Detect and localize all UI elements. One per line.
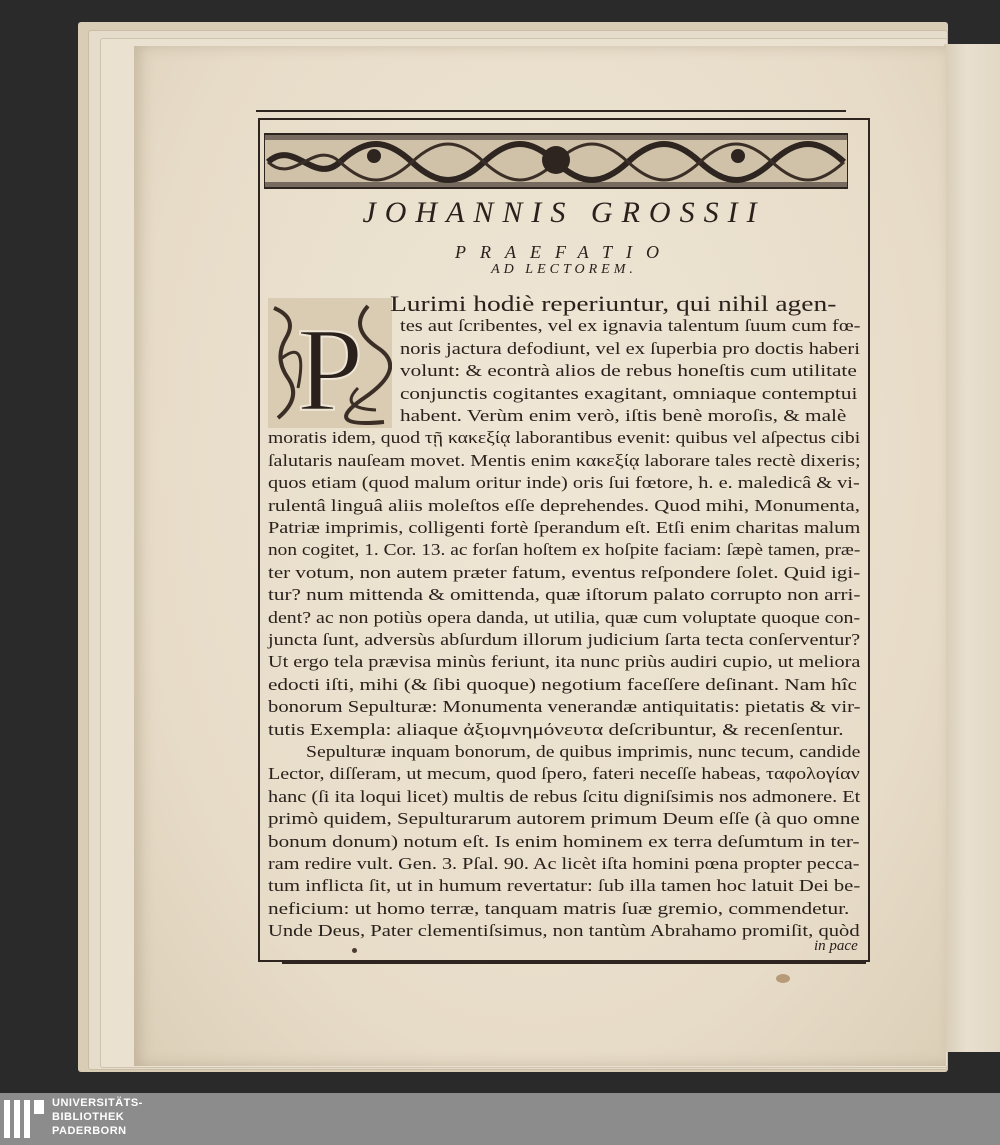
library-name-line: UNIVERSITÄTS-	[52, 1097, 143, 1109]
text-line: dent? ac non potiùs opera danda, ut utilia, quæ cum voluptate quoque con-	[268, 607, 861, 627]
text-line: non cogitet, 1. Cor. 13. ac forſan hoſtem ex hoſpite faciam: ſæpè tamen, præ-	[268, 540, 861, 560]
stain	[352, 948, 357, 953]
library-name	[52, 1096, 143, 1138]
text-line: tur? num mittenda & omittenda, quæ iſtorum palato corrupto non arri-	[268, 585, 861, 605]
library-name-line: BIBLIOTHEK	[52, 1111, 125, 1123]
library-logo-icon	[2, 1096, 48, 1142]
catchword: in pace	[814, 938, 858, 954]
headpiece-ornament	[264, 132, 848, 190]
text-line: volunt: & econtrà alios de rebus honeſtis cum utilitate	[400, 361, 857, 381]
text-line: ter votum, non autem præter fatum, eventus reſpondere ſolet. Quid igi-	[268, 562, 861, 582]
text-line: Ut ergo tela prævisa minùs feriunt, ita nunc priùs audiri cupio, ut meliora	[268, 652, 861, 672]
text-line: Lurimi hodiè reperiuntur, qui nihil agen-	[390, 291, 837, 316]
text-line: moratis idem, quod τῇ κακεξίᾳ laborantibus evenit: quibus vel aſpectus cibi	[268, 428, 861, 448]
top-rule	[256, 110, 846, 112]
heading-title: JOHANNIS GROSSII	[362, 196, 766, 229]
text-line: bonum donum) notum eſt. Is enim hominem ex terra deſumtum in ter-	[268, 831, 860, 851]
text-line: Sepulturæ inquam bonorum, de quibus imprimis, nunc tecum, candide	[306, 742, 861, 761]
text-line: Unde Deus, Pater clementiſsimus, non tantùm Abrahamo promiſit, quòd	[268, 921, 860, 941]
heading-dedication: AD LECTOREM.	[491, 262, 637, 277]
text-line: tes aut ſcribentes, vel ex ignavia talentum ſuum cum fœ-	[400, 316, 861, 336]
stain	[776, 974, 790, 983]
text-line: tutis Exempla: aliaque ἀξιομνημόνευτα deſcribuntur, & recenſentur.	[268, 719, 844, 739]
text-line: habent. Verùm enim verò, iſtis benè moroſis, & malè	[400, 406, 847, 425]
footer-bar	[0, 1093, 1000, 1145]
text-line: noris jactura defodiunt, vel ex ſuperbia pro doctis haberi	[400, 338, 860, 358]
text-line: ſalutaris nauſeam movet. Mentis enim κακεξίᾳ laborare tales rectè dixeris;	[268, 450, 861, 470]
text-line: juncta ſunt, adversùs abſurdum illorum judicium ſarta tecta conſerventur?	[268, 630, 861, 649]
text-line: Patriæ imprimis, colligenti fortè ſperandum eſt. Etſi enim charitas malum	[268, 518, 861, 537]
text-line: bonorum Sepulturæ: Monumenta venerandæ antiquitatis: pietatis & vir-	[268, 697, 861, 717]
text-line: neficium: ut homo terræ, tanquam matris ſuæ gremio, commendetur.	[268, 898, 850, 918]
text-line: quos etiam (quod malum oritur inde) oris ſui fœtore, h. e. maledicâ & vi-	[268, 473, 860, 493]
text-line: Lector, diſſeram, ut mecum, quod ſpero, fateri neceſſe habeas, ταφολογίαν	[268, 764, 860, 784]
text-line: primò quidem, Sepulturarum autorem primum Deum eſſe (à quo omne	[268, 809, 860, 829]
text-line: hanc (ſi ita loqui licet) multis de rebus ſcitu digniſsimis nos admonere. Et	[268, 786, 861, 806]
facing-page-edge	[944, 44, 1000, 1052]
text-line: tum inflicta ſit, ut in humum revertatur: ſub illa tamen hoc latuit Dei be-	[268, 876, 861, 896]
text-line: conjunctis cogitantes exagitant, omniaque contemptui	[400, 383, 858, 403]
text-line: rulentâ linguâ aliis moleſtos eſſe deprehendes. Quod mihi, Monumenta,	[268, 495, 860, 515]
bottom-rule	[282, 962, 866, 964]
library-name-line: PADERBORN	[52, 1125, 127, 1137]
svg-text:P: P	[296, 303, 364, 428]
text-line: ram redire vult. Gen. 3. Pſal. 90. Ac licèt iſta homini pœna propter pecca-	[268, 854, 860, 873]
heading-subtitle: PRAEFATIO	[455, 242, 673, 262]
text-line: edocti iſti, mihi (& ſibi quoque) negotium faceſſere deſinant. Nam hîc	[268, 674, 857, 694]
decorated-initial	[268, 298, 392, 428]
